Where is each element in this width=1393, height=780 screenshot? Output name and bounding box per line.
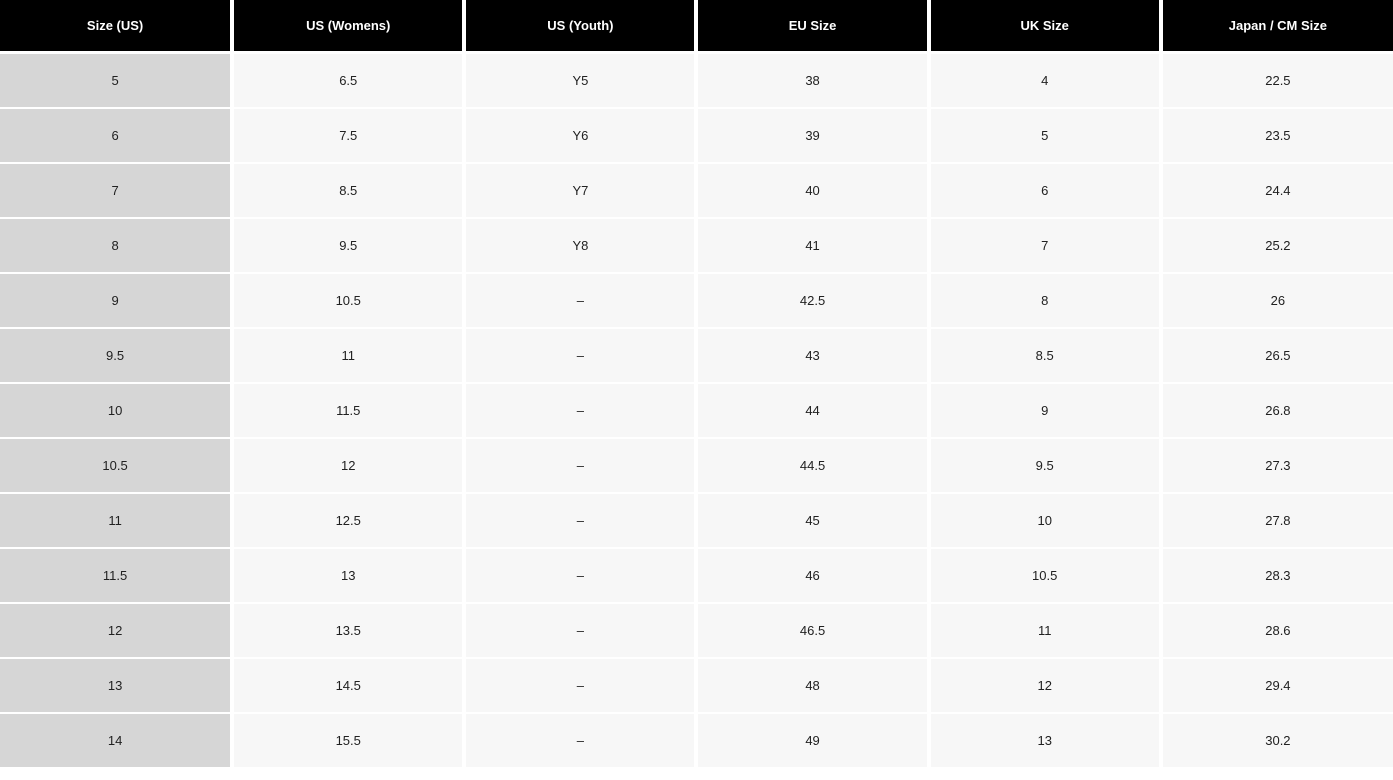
- table-cell: Y7: [464, 163, 696, 218]
- table-cell: 49: [696, 713, 928, 768]
- table-cell: –: [464, 493, 696, 548]
- column-header: US (Youth): [464, 0, 696, 53]
- column-header: UK Size: [929, 0, 1161, 53]
- row-size-cell: 14: [0, 713, 232, 768]
- table-cell: 11: [929, 603, 1161, 658]
- table-cell: 26.8: [1161, 383, 1393, 438]
- table-row: [0, 713, 1393, 768]
- table-cell: 46.5: [696, 603, 928, 658]
- table-cell: –: [464, 603, 696, 658]
- table-cell: 10.5: [232, 273, 464, 328]
- column-header: Size (US): [0, 0, 232, 53]
- table-cell: 43: [696, 328, 928, 383]
- table-cell: –: [464, 438, 696, 493]
- table-cell: 45: [696, 493, 928, 548]
- table-cell: 29.4: [1161, 658, 1393, 713]
- table-cell: 8.5: [232, 163, 464, 218]
- table-row: [0, 548, 1393, 603]
- table-cell: –: [464, 328, 696, 383]
- table-cell: 10: [929, 493, 1161, 548]
- table-row: [0, 53, 1393, 109]
- column-header: EU Size: [696, 0, 928, 53]
- table-cell: 8.5: [929, 328, 1161, 383]
- table-row: [0, 273, 1393, 328]
- table-cell: 26.5: [1161, 328, 1393, 383]
- table-cell: 23.5: [1161, 108, 1393, 163]
- table-row: [0, 603, 1393, 658]
- table-cell: 13: [232, 548, 464, 603]
- table-cell: 24.4: [1161, 163, 1393, 218]
- table-cell: 40: [696, 163, 928, 218]
- table-cell: 6.5: [232, 53, 464, 109]
- table-cell: 46: [696, 548, 928, 603]
- row-size-cell: 10: [0, 383, 232, 438]
- table-cell: 4: [929, 53, 1161, 109]
- table-cell: 25.2: [1161, 218, 1393, 273]
- table-row: [0, 658, 1393, 713]
- row-size-cell: 5: [0, 53, 232, 109]
- row-size-cell: 9: [0, 273, 232, 328]
- table-cell: 7.5: [232, 108, 464, 163]
- table-cell: 44: [696, 383, 928, 438]
- row-size-cell: 10.5: [0, 438, 232, 493]
- table-cell: –: [464, 548, 696, 603]
- table-row: [0, 493, 1393, 548]
- table-row: [0, 163, 1393, 218]
- table-cell: 44.5: [696, 438, 928, 493]
- table-cell: 5: [929, 108, 1161, 163]
- table-cell: 48: [696, 658, 928, 713]
- table-cell: 6: [929, 163, 1161, 218]
- table-cell: Y6: [464, 108, 696, 163]
- table-cell: –: [464, 713, 696, 768]
- column-header: US (Womens): [232, 0, 464, 53]
- table-cell: 13: [929, 713, 1161, 768]
- row-size-cell: 12: [0, 603, 232, 658]
- table-cell: 39: [696, 108, 928, 163]
- table-cell: 30.2: [1161, 713, 1393, 768]
- table-body: [0, 53, 1393, 769]
- table-cell: 22.5: [1161, 53, 1393, 109]
- row-size-cell: 8: [0, 218, 232, 273]
- table-row: [0, 383, 1393, 438]
- table-cell: –: [464, 273, 696, 328]
- row-size-cell: 6: [0, 108, 232, 163]
- row-size-cell: 7: [0, 163, 232, 218]
- row-size-cell: 13: [0, 658, 232, 713]
- table-cell: 15.5: [232, 713, 464, 768]
- table-cell: 10.5: [929, 548, 1161, 603]
- row-size-cell: 11.5: [0, 548, 232, 603]
- table-cell: 12: [232, 438, 464, 493]
- header-row: [0, 0, 1393, 53]
- table-row: [0, 438, 1393, 493]
- table-cell: 8: [929, 273, 1161, 328]
- table-cell: 12: [929, 658, 1161, 713]
- table-cell: 28.6: [1161, 603, 1393, 658]
- table-cell: 42.5: [696, 273, 928, 328]
- table-cell: 9.5: [232, 218, 464, 273]
- table-cell: 26: [1161, 273, 1393, 328]
- table-cell: 11.5: [232, 383, 464, 438]
- table-cell: 7: [929, 218, 1161, 273]
- table-cell: –: [464, 658, 696, 713]
- row-size-cell: 9.5: [0, 328, 232, 383]
- table-cell: 9: [929, 383, 1161, 438]
- table-cell: 12.5: [232, 493, 464, 548]
- table-cell: Y5: [464, 53, 696, 109]
- table-cell: 14.5: [232, 658, 464, 713]
- column-header: Japan / CM Size: [1161, 0, 1393, 53]
- table-cell: 9.5: [929, 438, 1161, 493]
- table-cell: 11: [232, 328, 464, 383]
- table-header: [0, 0, 1393, 53]
- table-cell: 13.5: [232, 603, 464, 658]
- table-cell: Y8: [464, 218, 696, 273]
- table-cell: 41: [696, 218, 928, 273]
- table-cell: 27.8: [1161, 493, 1393, 548]
- table-cell: 28.3: [1161, 548, 1393, 603]
- table-row: [0, 328, 1393, 383]
- table-row: [0, 108, 1393, 163]
- table-row: [0, 218, 1393, 273]
- table-cell: 38: [696, 53, 928, 109]
- row-size-cell: 11: [0, 493, 232, 548]
- table-cell: –: [464, 383, 696, 438]
- table-cell: 27.3: [1161, 438, 1393, 493]
